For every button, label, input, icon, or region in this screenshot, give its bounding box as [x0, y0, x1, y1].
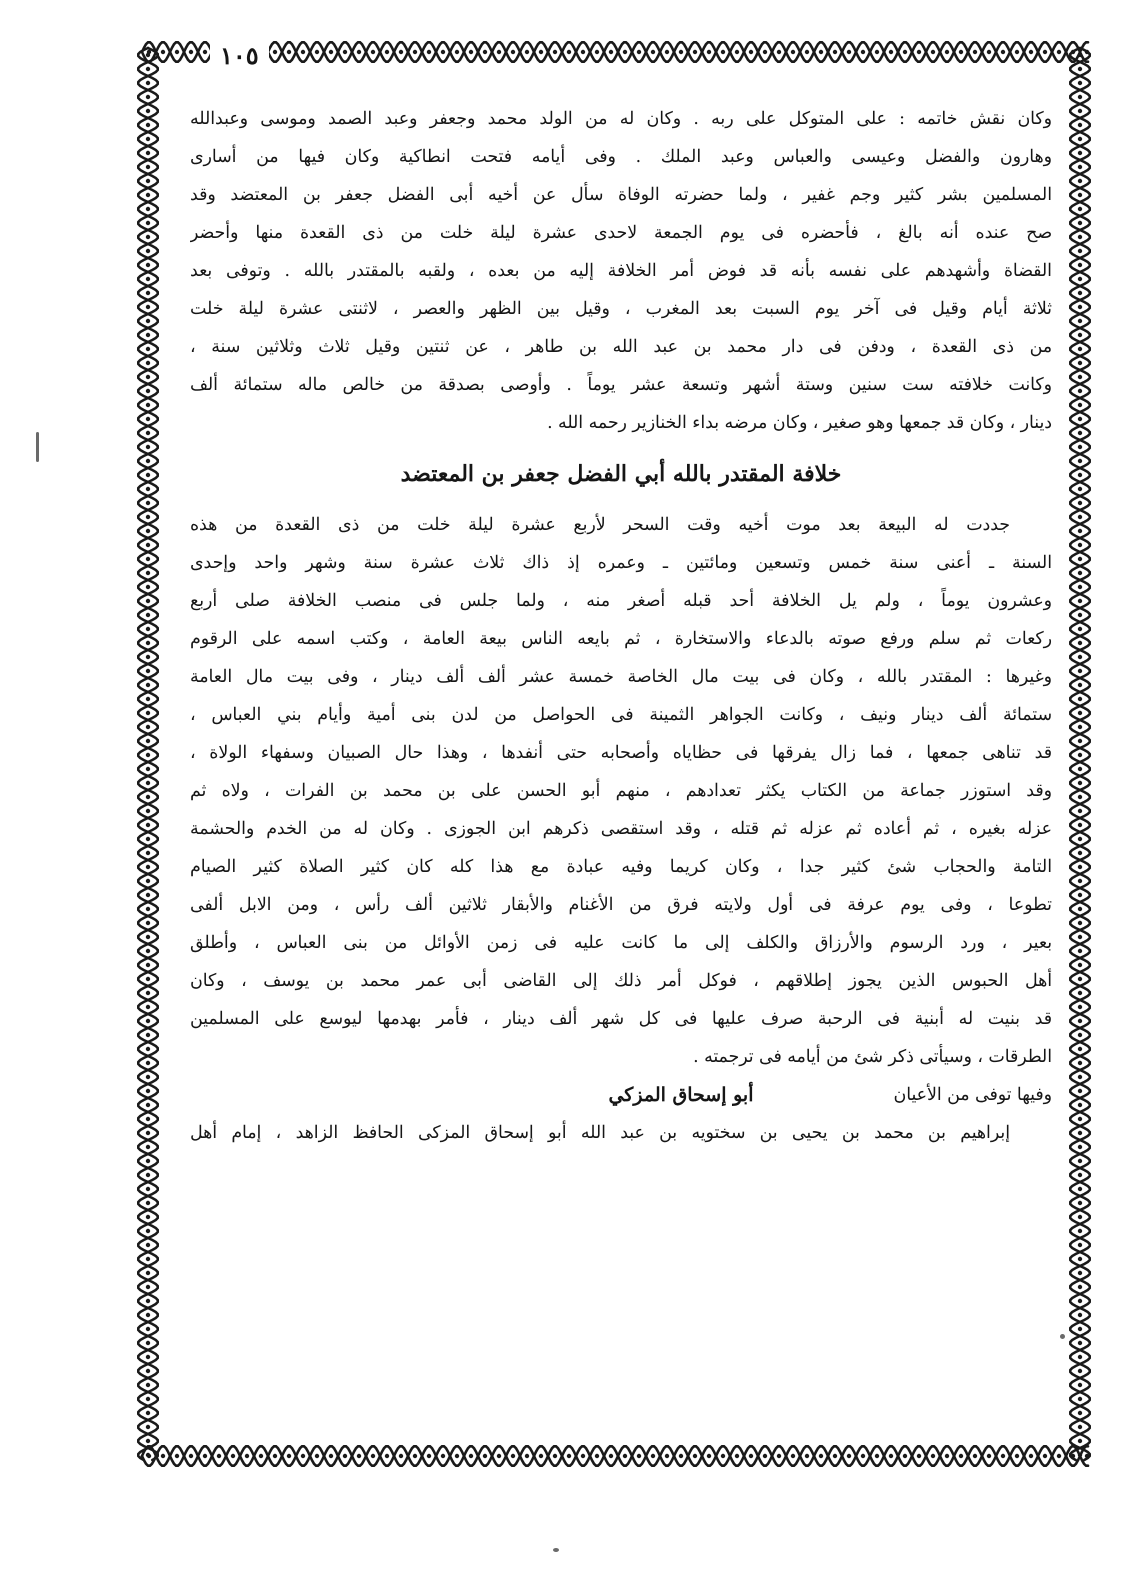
text-line: ثلاثة أيام وقيل فى آخر يوم السبت بعد المغرب ، وقيل بين الظهر والعصر ، لاثنتى عشرة ليلة خلت — [190, 299, 1052, 319]
page-number: ١٠٥ — [210, 40, 269, 72]
text-line: المسلمين بشر كثير وجم غفير ، ولما حضرته الوفاة سأل عن أخيه أبى الفضل جعفر بن المعتضد وقد — [190, 185, 1052, 205]
text-line: القضاة وأشهدهم على نفسه بأنه قد فوض أمر الخلافة إليه من بعده ، ولقبه بالمقتدر بالله . وتوفى بعد — [190, 261, 1052, 281]
margin-speck — [553, 1548, 559, 1552]
text-line: عزله بغيره ، ثم أعاده ثم عزله ثم قتله ، وقد استقصى ذكرهم ابن الجوزى . وكان له من الخدم والحشمة — [190, 819, 1052, 839]
obituaries-line — [190, 1076, 1052, 1114]
border-left-band — [138, 48, 157, 1460]
paragraph-abu-ishaq — [190, 1114, 1052, 1152]
border-right-band — [1070, 48, 1089, 1460]
obituaries-lead: وفيها توفى من الأعيان — [893, 1085, 1052, 1105]
text-line: تطوعا ، وفى يوم عرفة فى أول ولايته فرق من الأغنام والأبقار ثلاثين ألف رأس ، ومن الابل ألفى — [190, 895, 1052, 915]
text-line: وعشرون يوماً ، ولم يل الخلافة أحد قبله أصغر منه ، ولما جلس فى منصب الخلافة صلى أربع — [190, 591, 1052, 611]
text-line: دينار ، وكان قد جمعها وهو صغير ، وكان مرضه بداء الخنازير رحمه الله . — [547, 413, 1052, 433]
text-line: من ذى القعدة ، ودفن فى دار محمد بن عبد الله بن طاهر ، عن ثنتين وقيل ثلاث وثلاثين سنة ، — [190, 337, 1052, 357]
obituary-name: أبو إسحاق المزكي — [608, 1084, 754, 1106]
page-body — [190, 100, 1052, 1152]
border-top-band — [142, 42, 1089, 61]
text-line: وقد استوزر جماعة من الكتاب يكثر تعدادهم ، منهم أبو الحسن على بن محمد بن الفرات ، ولاه ثم — [190, 781, 1052, 801]
paragraph-khilafa-end — [190, 100, 1052, 442]
text-line: ركعات ثم سلم ورفع صوته بالدعاء والاستخارة ، ثم بايعه الناس بيعة العامة ، وكتب اسمه على الرقوم — [190, 629, 1052, 649]
paragraph-muqtadir — [190, 506, 1052, 1076]
text-line: وهارون والفضل وعيسى والعباس وعبد الملك . وفى أيامه فتحت انطاكية وكان فيها من أسارى — [190, 147, 1052, 167]
text-line: قد تناهى جمعها ، فما زال يفرقها فى حظاياه وأصحابه حتى أنفدها ، وهذا حال الصبيان وسفهاء الولاة ، — [190, 743, 1052, 763]
margin-speck — [1060, 1334, 1065, 1339]
margin-speck — [36, 432, 39, 462]
text-line: جددت له البيعة بعد موت أخيه وقت السحر لأربع عشرة ليلة خلت من ذى القعدة من هذه — [190, 515, 1010, 535]
text-line: التامة والحجاب شئ كثير جدا ، وكان كريما وفيه عبادة مع هذا كله كان كثير الصلاة كثير الصيام — [190, 857, 1052, 877]
text-line: وكان نقش خاتمه : على المتوكل على ربه . وكان له من الولد محمد وجعفر وعبد الصمد وموسى وعبدالله — [190, 109, 1052, 129]
text-line: قد بنيت له أبنية فى الرحبة صرف عليها فى كل شهر ألف دينار ، فأمر بهدمها ليوسع على المسلمين — [190, 1009, 1052, 1029]
text-line: إبراهيم بن محمد بن يحيى بن سختويه بن عبد الله أبو إسحاق المزكى الحافظ الزاهد ، إمام أهل — [190, 1123, 1010, 1143]
border-bottom-band — [142, 1446, 1089, 1465]
section-heading: خلافة المقتدر بالله أبي الفضل جعفر بن المعتضد — [400, 461, 842, 487]
text-line: وغيرها : المقتدر بالله ، وكان فى بيت مال الخاصة خمسة عشر ألف ألف دينار ، وفى بيت مال العامة — [190, 667, 1052, 687]
text-line: وكانت خلافته ست سنين وستة أشهر وتسعة عشر يوماً . وأوصى بصدقة من خالص ماله ستمائة ألف — [190, 375, 1052, 395]
text-line: بعير ، ورد الرسوم والأرزاق والكلف إلى ما كانت عليه فى زمن الأوائل من بنى العباس ، وأطلق — [190, 933, 1052, 953]
text-line: السنة ـ أعنى سنة خمس وتسعين ومائتين ـ وعمره إذ ذاك ثلاث عشرة سنة وشهر واحد وإحدى — [190, 553, 1052, 573]
text-line: ستمائة ألف دينار ونيف ، وكانت الجواهر الثمينة فى الحواصل من لدن بنى أمية وأيام بني العباس ، — [190, 705, 1052, 725]
text-line: أهل الحبوس الذين يجوز إطلاقهم ، فوكل أمر ذلك إلى القاضى أبى عمر محمد بن يوسف ، وكان — [190, 971, 1052, 991]
text-line: صح عنده أنه بالغ ، فأحضره فى يوم الجمعة لاحدى عشرة ليلة خلت من ذى القعدة منها وأحضر — [190, 223, 1052, 243]
text-line: الطرقات ، وسيأتى ذكر شئ من أيامه فى ترجمته . — [693, 1047, 1052, 1067]
